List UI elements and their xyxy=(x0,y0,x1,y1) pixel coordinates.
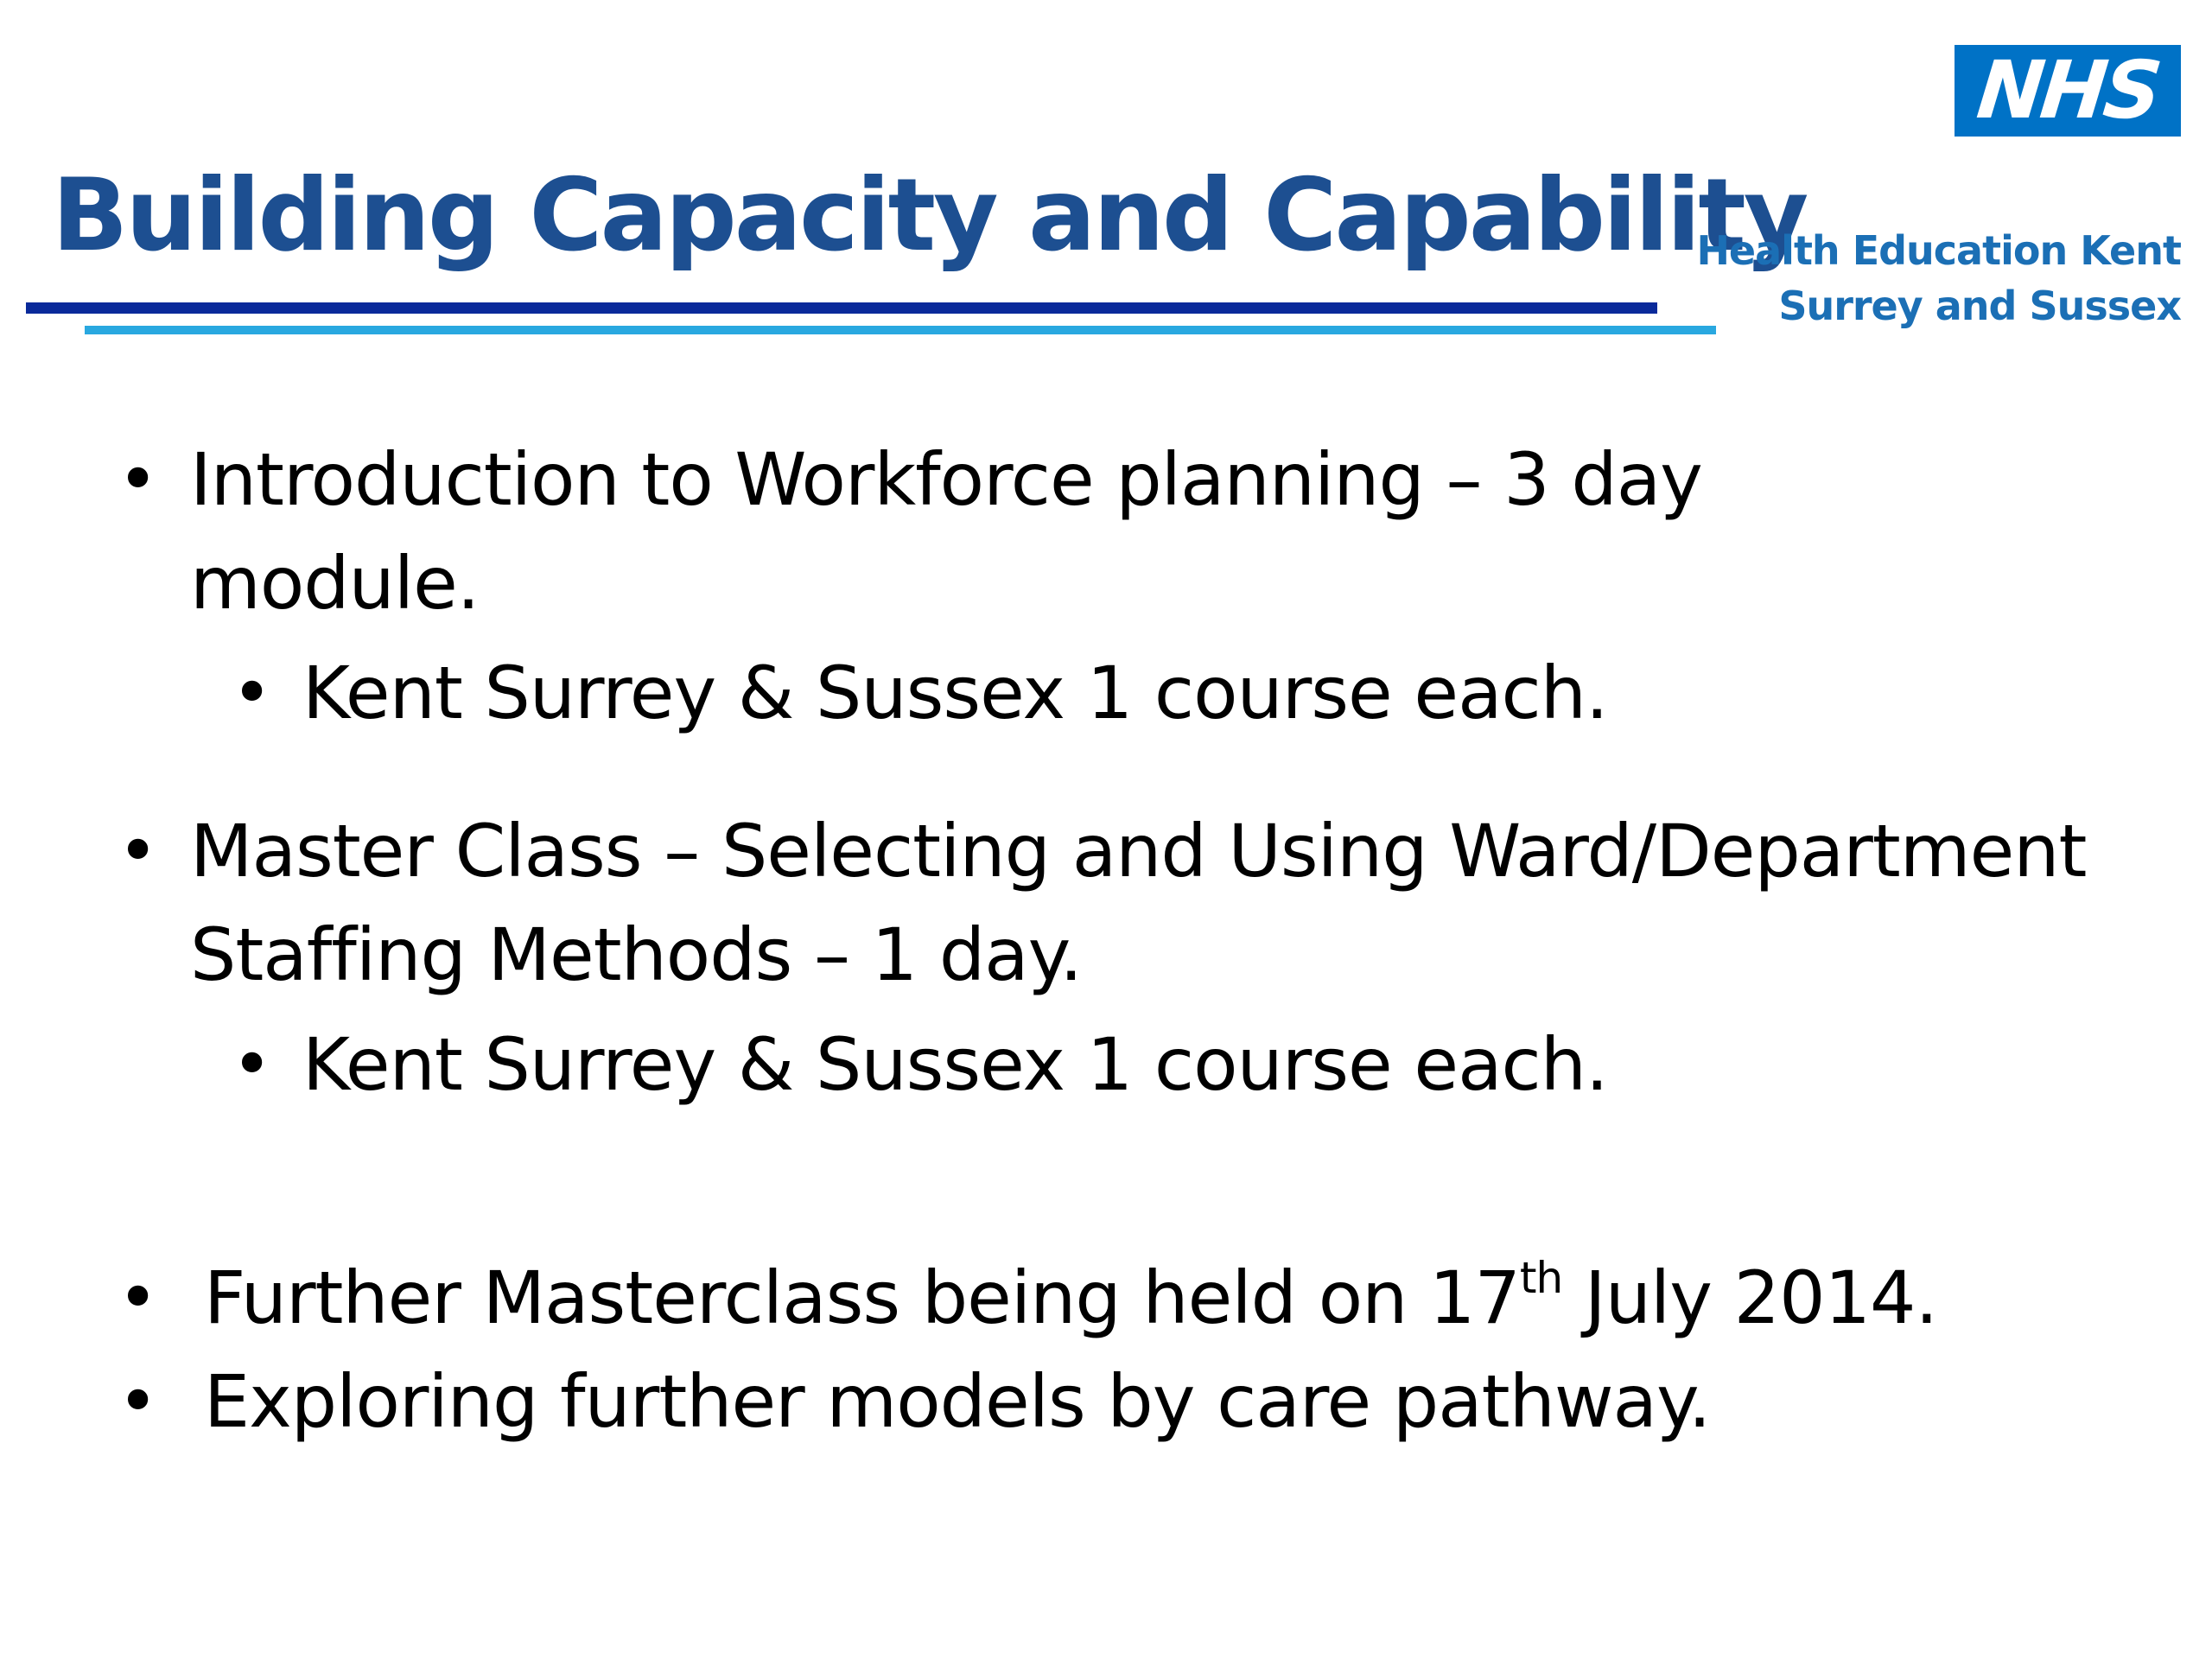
bullet-2-line-1: Master Class – Selecting and Using Ward/Department xyxy=(190,809,2087,893)
nhs-logo-text: NHS xyxy=(1973,44,2163,137)
bullet-3-text-end: July 2014. xyxy=(1562,1255,1938,1340)
sub-bullet-marker: • xyxy=(232,1024,273,1104)
bullet-3-text-main: Further Masterclass being held on 17 xyxy=(204,1255,1520,1340)
sub-bullet-marker: • xyxy=(232,652,273,733)
bullet-marker: • xyxy=(118,810,159,891)
bullet-marker: • xyxy=(118,1257,159,1338)
bullet-3-text xyxy=(204,1246,1937,1350)
bullet-2-line-2: Staffing Methods – 1 day. xyxy=(190,912,1083,997)
bullet-1-subitem: Kent Surrey & Sussex 1 course each. xyxy=(302,651,1608,735)
bullet-marker: • xyxy=(118,1361,159,1441)
bullet-1-line-1: Introduction to Workforce planning – 3 day xyxy=(190,437,1702,522)
bullet-3-superscript: th xyxy=(1519,1253,1563,1303)
bullet-2-subitem: Kent Surrey & Sussex 1 course each. xyxy=(302,1022,1608,1107)
bullet-marker: • xyxy=(118,439,159,519)
bullet-4-text: Exploring further models by care pathway. xyxy=(204,1359,1711,1444)
organization-name-line1: Health Education Kent xyxy=(1696,227,2181,274)
organization-name-line2: Surrey and Sussex xyxy=(1778,283,2181,329)
bullet-1-line-2: module. xyxy=(190,541,480,626)
slide-title: Building Capacity and Capability xyxy=(52,157,1807,274)
